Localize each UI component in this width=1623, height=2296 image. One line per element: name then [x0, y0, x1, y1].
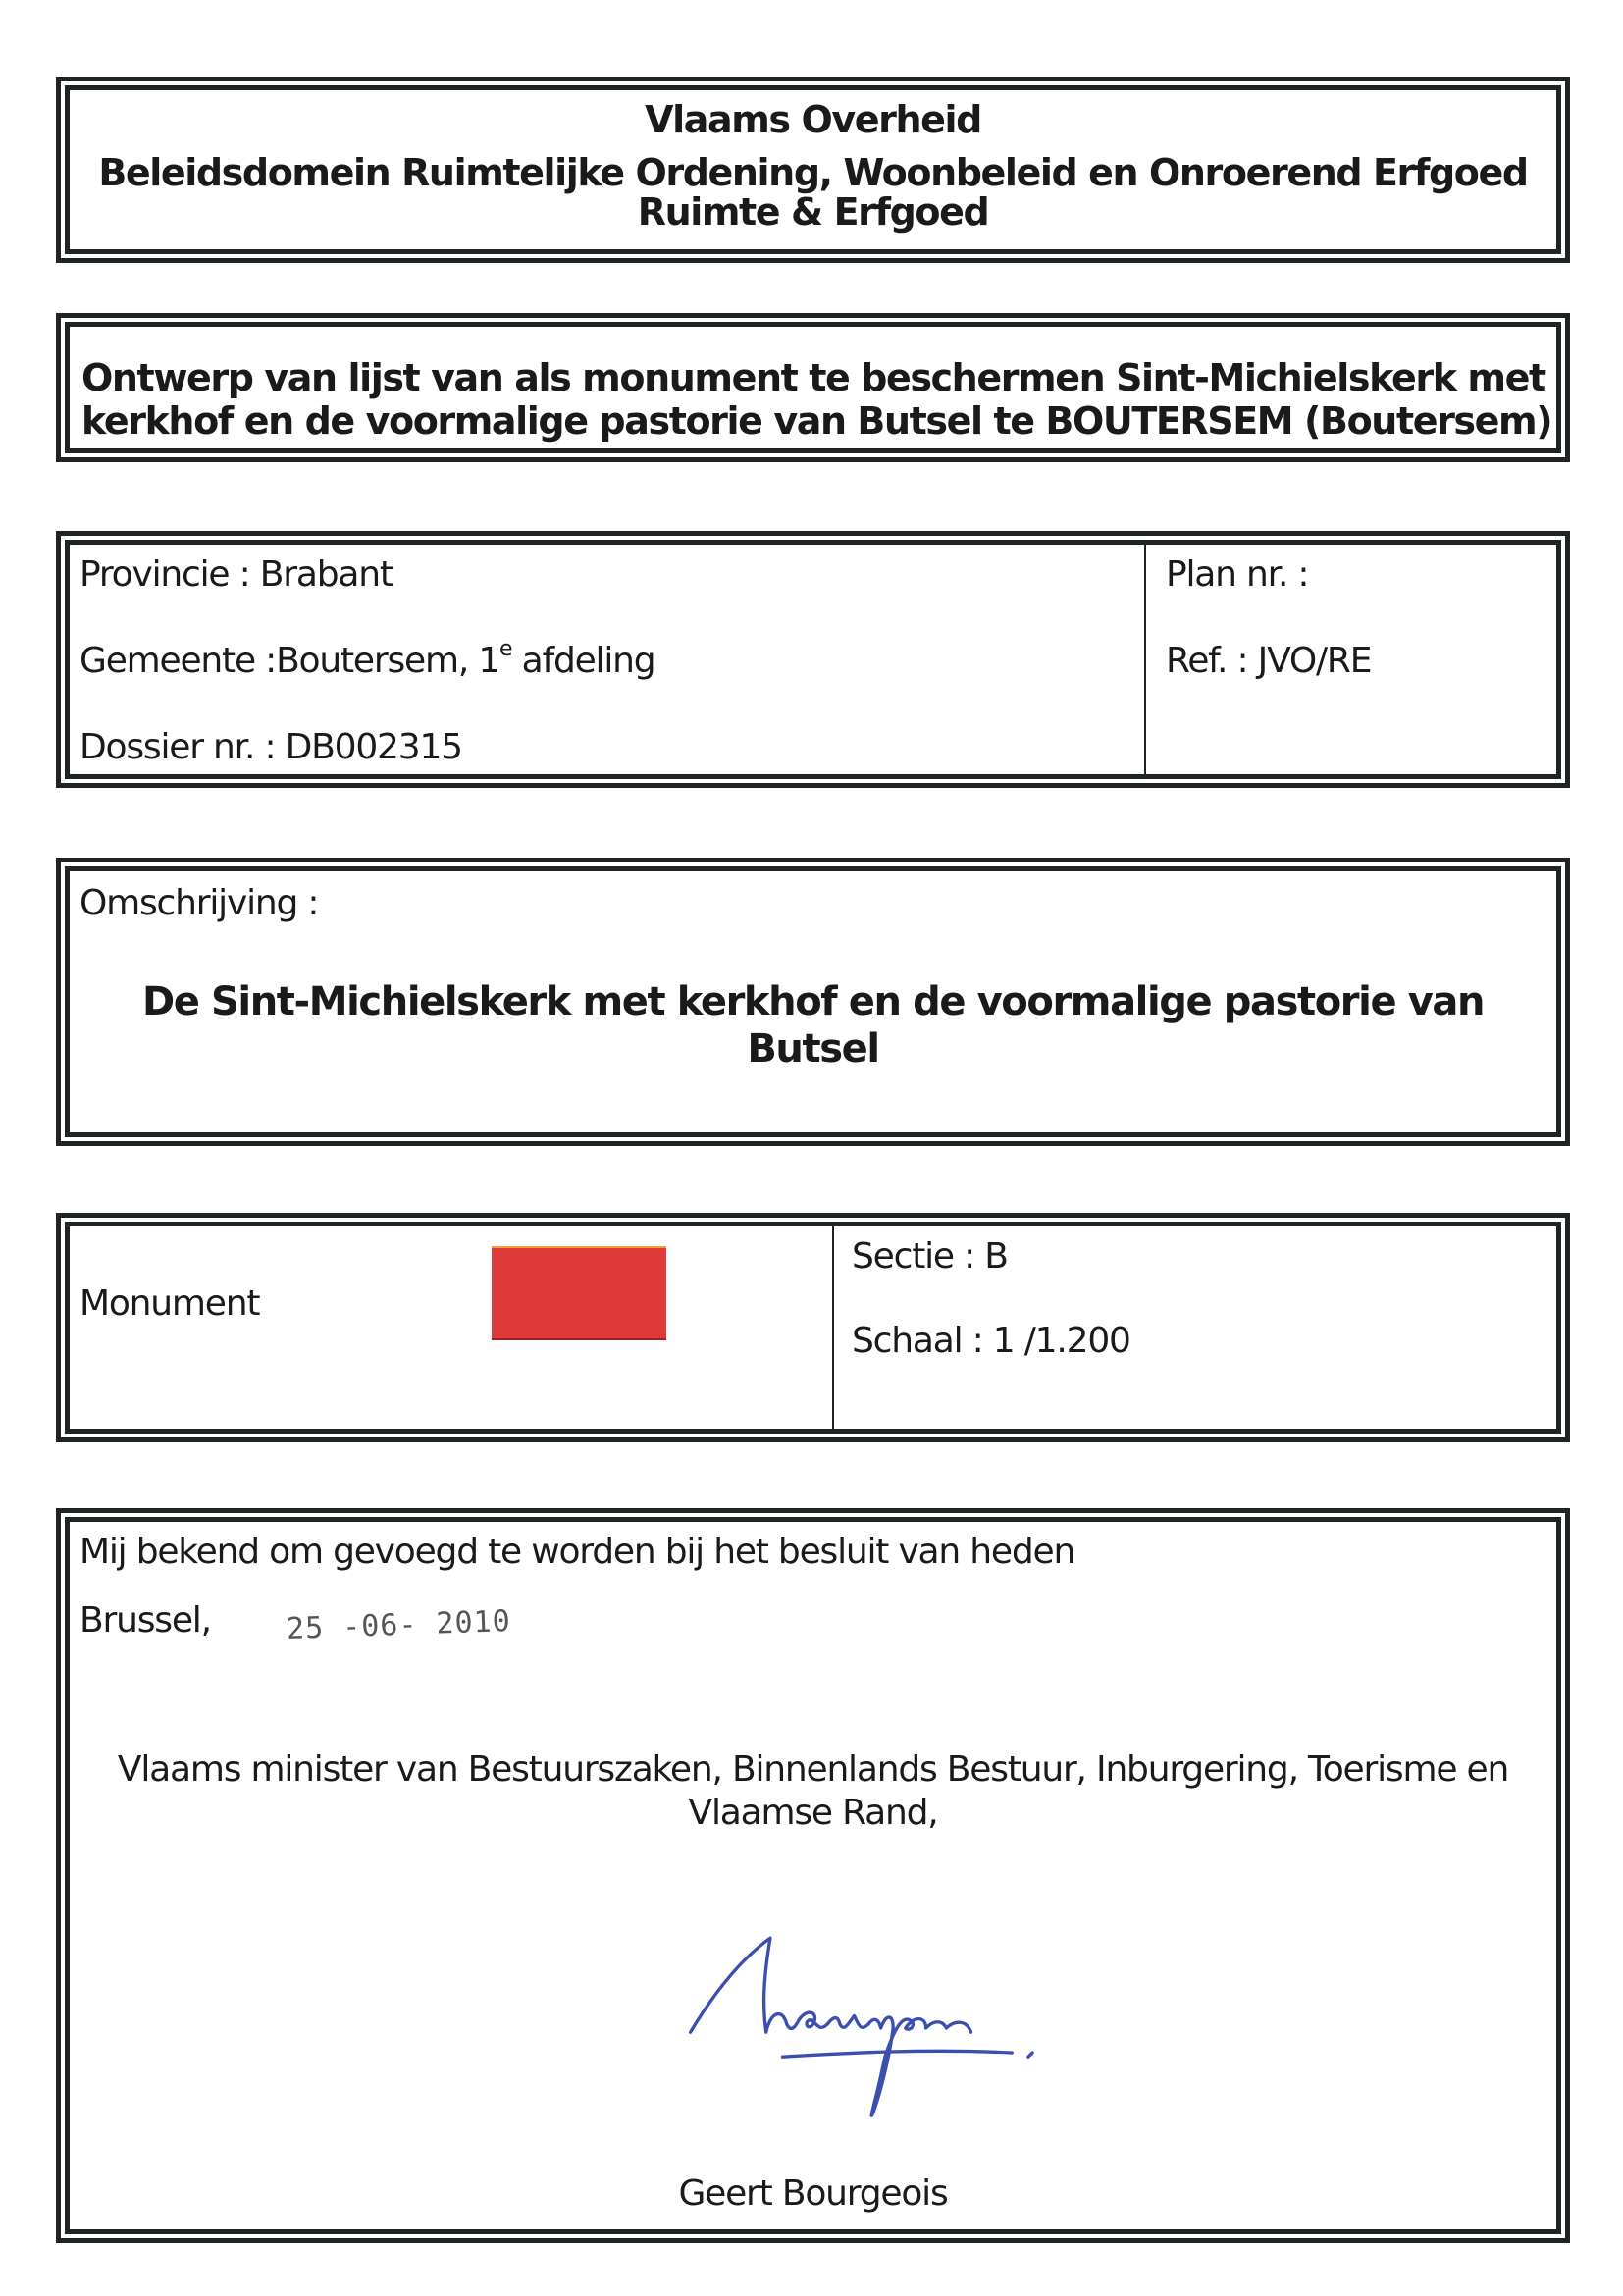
- gemeente-superscript: e: [499, 637, 512, 661]
- description-line-2: Butsel: [747, 1026, 879, 1071]
- minister-line-2: Vlaamse Rand,: [688, 1793, 938, 1833]
- description-label: Omschrijving :: [79, 883, 319, 923]
- header-box: [56, 77, 1570, 263]
- header-line-1: Vlaams Overheid: [645, 98, 981, 141]
- legend-monument-label: Monument: [79, 1283, 260, 1324]
- header-line-2: Beleidsdomein Ruimtelijke Ordening, Woonbeleid en Onroerend Erfgoed: [98, 151, 1528, 194]
- dossier-field: Dossier nr. : DB002315: [79, 727, 462, 767]
- minister-line-1: Vlaams minister van Bestuurszaken, Binnenlands Bestuur, Inburgering, Toerisme en: [117, 1749, 1509, 1790]
- monument-color-swatch: [492, 1246, 666, 1340]
- description-box: [56, 858, 1570, 1146]
- signatory-name: Geert Bourgeois: [678, 2173, 948, 2214]
- column-divider: [1144, 545, 1146, 774]
- place-text: Brussel,: [79, 1600, 211, 1641]
- plan-field: Plan nr. :: [1166, 554, 1309, 595]
- handwritten-signature: [663, 1934, 1115, 2169]
- ref-field: Ref. : JVO/RE: [1166, 641, 1372, 681]
- column-divider: [832, 1226, 834, 1429]
- gemeente-suffix: afdeling: [511, 641, 655, 681]
- date-stamp: 25 -06- 2010: [286, 1604, 512, 1646]
- gemeente-prefix: Gemeente :Boutersem, 1: [79, 641, 500, 681]
- gemeente-field: [79, 637, 655, 681]
- signature-box: [56, 1508, 1570, 2243]
- schaal-field: Schaal : 1 /1.200: [852, 1321, 1130, 1361]
- statement-text: Mij bekend om gevoegd te worden bij het besluit van heden: [79, 1532, 1075, 1572]
- title-line-1: Ontwerp van lijst van als monument te beschermen Sint-Michielskerk met: [81, 356, 1545, 399]
- title-box: [56, 313, 1570, 462]
- provincie-field: Provincie : Brabant: [79, 554, 393, 595]
- title-line-2: kerkhof en de voormalige pastorie van Butsel te BOUTERSEM (Boutersem): [81, 399, 1552, 443]
- details-box: [56, 531, 1570, 788]
- description-line-1: De Sint-Michielskerk met kerkhof en de voormalige pastorie van: [141, 979, 1485, 1024]
- legend-box: [56, 1213, 1570, 1442]
- header-line-3: Ruimte & Erfgoed: [637, 190, 989, 234]
- sectie-field: Sectie : B: [852, 1236, 1008, 1277]
